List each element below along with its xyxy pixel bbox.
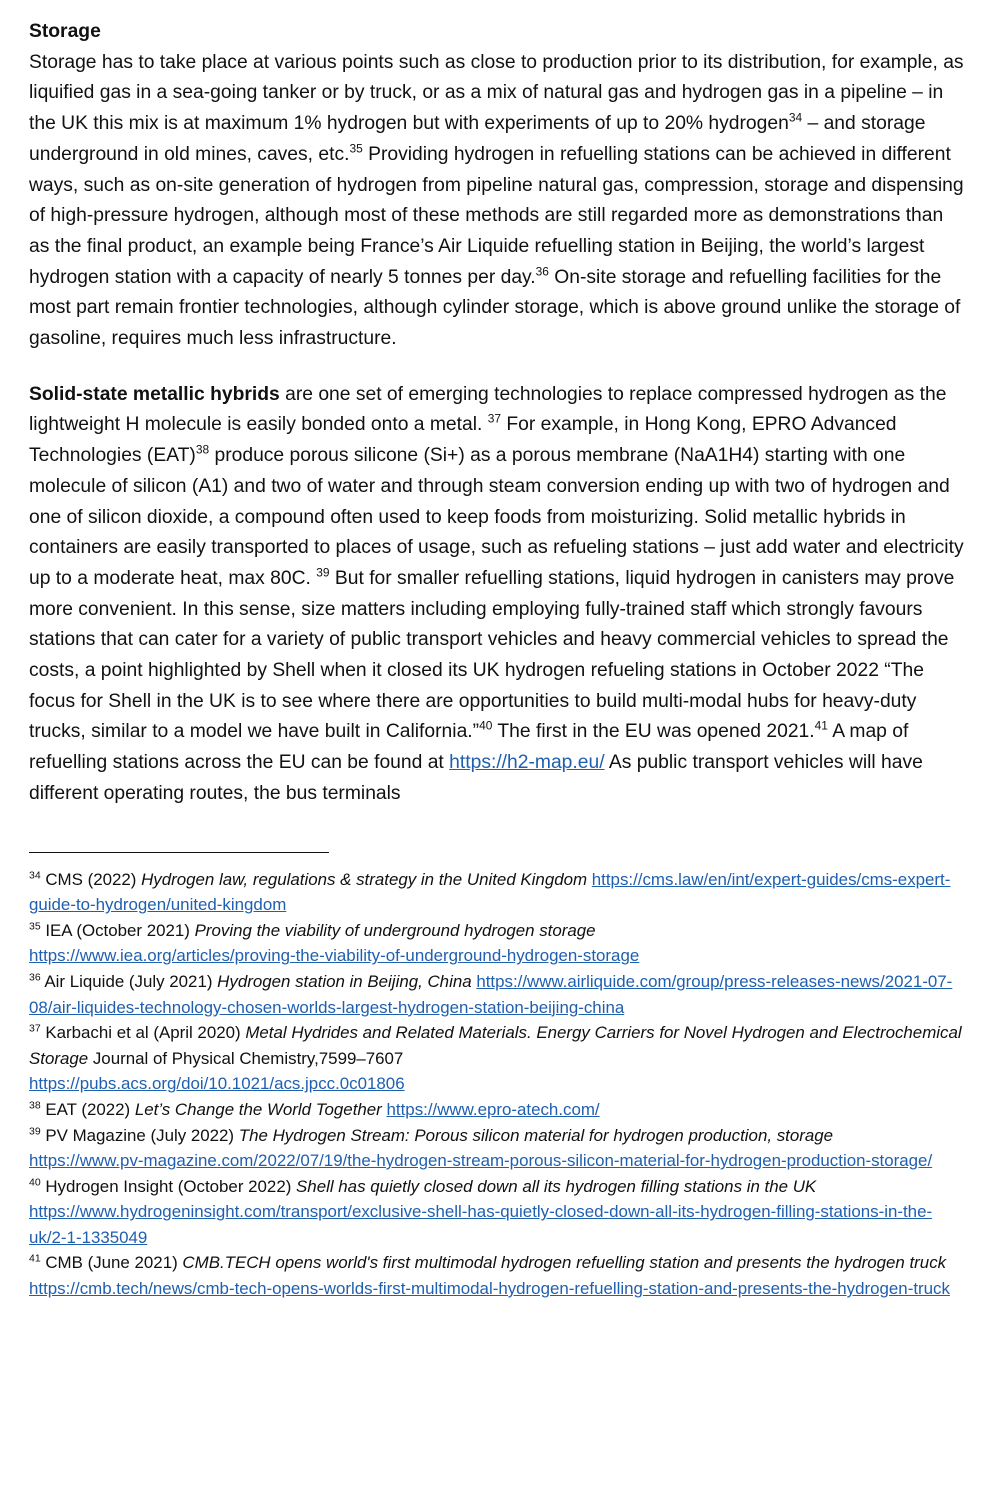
footnote-title: Let’s Change the World Together [134, 1099, 382, 1119]
footnote-number: 36 [29, 972, 41, 984]
storage-text-2: – and storage underground in old mines, caves, etc. [29, 113, 926, 165]
storage-text-3: Providing hydrogen in refuelling stations can be achieved in different ways, such as on-site generation of hydrogen from pipeline natural gas, compression, storage and dispensing of high-pressure hydrogen, although most of these methods are still regarded more as demonstrations than as the final product, an example being France’s Air Liquide refuelling station in Beijing, the world’s largest hydrogen station with a capacity of nearly 5 tonnes per day. [29, 143, 964, 288]
hybrids-text-1: are one set of emerging technologies to replace compressed hydrogen as the lightweight H molecule is easily bonded onto a metal. [29, 383, 947, 436]
footnote-link[interactable]: https://www.iea.org/articles/proving-the-viability-of-underground-hydrogen-storage [29, 946, 640, 966]
footnote-source: PV Magazine (July 2022) [40, 1125, 239, 1145]
footnote-source: CMS (2022) [40, 869, 142, 889]
footnote-39 [29, 1123, 965, 1174]
footnote-number: 37 [29, 1023, 41, 1035]
footnote-title: CMB.TECH opens world's first multimodal hydrogen refuelling station and presents the hydrogen truck [182, 1253, 947, 1273]
footnote-separator [29, 852, 329, 853]
footnote-ref-37[interactable]: 37 [487, 412, 502, 427]
footnote-ref-35[interactable]: 35 [349, 141, 363, 156]
footnote-detail: Journal of Physical Chemistry,7599–7607 [88, 1048, 404, 1068]
footnote-number: 39 [29, 1126, 41, 1138]
hybrids-text-3: produce porous silicone (Si+) as a porous membrane (NaA1H4) starting with one molecule of silicon (A1) and two of water and through steam conversion ending up with two of hydrogen and one of silicon dioxide, a compound often used to keep foods from moisturizing. Solid metallic hybrids in containers are easily transported to places of usage, such as refueling stations – just add water and electricity up to a moderate heat, max 80C. [29, 445, 964, 589]
footnote-title: Shell has quietly closed down all its hydrogen filling stations in the UK [296, 1176, 817, 1196]
footnote-link[interactable]: https://cms.law/en/int/expert-guides/cms-expert-guide-to-hydrogen/united-kingdom [29, 869, 951, 915]
footnote-title: The Hydrogen Stream: Porous silicon material for hydrogen production, storage [238, 1125, 834, 1145]
storage-text-1: Storage has to take place at various points such as close to production prior to its distribution, for example, as liquified gas in a sea-going tanker or by truck, or as a mix of natural gas and hydrogen gas in a pipeline – in the UK this mix is at maximum 1% hydrogen but with experiments of up to 20% hydrogen [29, 51, 964, 135]
footnote-number: 41 [29, 1254, 41, 1265]
footnote-source: Air Liquide (July 2021) [40, 971, 218, 991]
footnote-source: CMB (June 2021) [40, 1253, 183, 1273]
storage-heading: Storage [29, 21, 101, 42]
footnote-34 [29, 867, 965, 918]
footnote-link[interactable]: https://www.epro-atech.com/ [386, 1099, 600, 1119]
footnote-source: EAT (2022) [40, 1099, 135, 1119]
footnote-ref-36[interactable]: 36 [535, 264, 549, 279]
footnote-36 [29, 969, 965, 1020]
footnote-ref-41[interactable]: 41 [814, 719, 828, 734]
footnote-ref-34[interactable]: 34 [788, 110, 803, 125]
footnote-link[interactable]: https://www.pv-magazine.com/2022/07/19/the-hydrogen-stream-porous-silicon-material-for-hydrogen-production-storage/ [29, 1151, 933, 1171]
footnote-number: 38 [29, 1100, 41, 1112]
hybrids-text-2: For example, in Hong Kong, EPRO Advanced Technologies (EAT) [29, 414, 897, 467]
footnote-ref-39[interactable]: 39 [316, 565, 330, 580]
footnote-link[interactable]: https://www.airliquide.com/group/press-releases-news/2021-07-08/air-liquides-technology-chosen-worlds-largest-hydrogen-station-beijing-china [29, 971, 953, 1017]
hybrids-text-4: But for smaller refuelling stations, liquid hydrogen in canisters may prove more convenient. In this sense, size matters including employing fully-trained staff which strongly favours stations that can cater for a variety of public transport vehicles and heavy commercial vehicles to spread the costs, a point highlighted by Shell when it closed its UK hydrogen refueling stations in October 2022 “The focus for Shell in the UK is to see where there are opportunities to build multi-modal hubs for heavy-duty trucks, similar to a model we have built in California.” [29, 567, 955, 743]
hybrids-paragraph [29, 380, 965, 810]
footnote-number: 35 [29, 921, 41, 933]
footnote-number: 40 [29, 1177, 41, 1189]
footnote-41 [29, 1250, 965, 1301]
footnote-title: Metal Hydrides and Related Materials. Energy Carriers for Novel Hydrogen and Electrochemical Storage [29, 1023, 962, 1068]
footnotes [29, 867, 965, 1302]
footnote-link[interactable]: https://cmb.tech/news/cmb-tech-opens-worlds-first-multimodal-hydrogen-refuelling-station-and-presents-the-hydrogen-truck [29, 1279, 950, 1299]
footnote-title: Hydrogen law, regulations & strategy in the United Kingdom [141, 869, 588, 889]
footnote-ref-40[interactable]: 40 [479, 719, 493, 734]
footnote-37 [29, 1020, 965, 1097]
footnote-40 [29, 1174, 965, 1251]
hybrids-text-5: The first in the EU was opened 2021. [492, 721, 815, 743]
storage-paragraph [29, 48, 965, 355]
footnote-source: IEA (October 2021) [40, 920, 195, 940]
footnote-link[interactable]: https://pubs.acs.org/doi/10.1021/acs.jpcc.0c01806 [29, 1074, 405, 1094]
body-text [29, 17, 965, 810]
h2-map-link[interactable]: https://h2-map.eu/ [449, 752, 605, 774]
storage-text-4: On-site storage and refuelling facilities for the most part remain frontier technologies, although cylinder storage, which is above ground unlike the storage of gasoline, requires much less infrastructure. [29, 266, 961, 350]
footnote-source: Karbachi et al (April 2020) [40, 1023, 246, 1043]
footnote-link[interactable]: https://www.hydrogeninsight.com/transport/exclusive-shell-has-quietly-closed-down-all-its-hydrogen-filling-stations-in-the-uk/2-1-1335049 [29, 1202, 933, 1247]
footnote-title: Proving the viability of underground hydrogen storage [194, 920, 596, 940]
footnote-38 [29, 1097, 965, 1123]
hybrids-heading: Solid-state metallic hybrids [29, 383, 280, 405]
footnote-35 [29, 918, 965, 969]
hybrids-text-6: A map of refuelling stations across the EU can be found at [29, 721, 909, 774]
footnote-number: 34 [29, 870, 41, 882]
footnote-title: Hydrogen station in Beijing, China [217, 971, 472, 991]
footnote-source: Hydrogen Insight (October 2022) [40, 1176, 297, 1196]
footnote-ref-38[interactable]: 38 [195, 442, 210, 457]
hybrids-text-7: As public transport vehicles will have different operating routes, the bus terminals [29, 752, 923, 804]
